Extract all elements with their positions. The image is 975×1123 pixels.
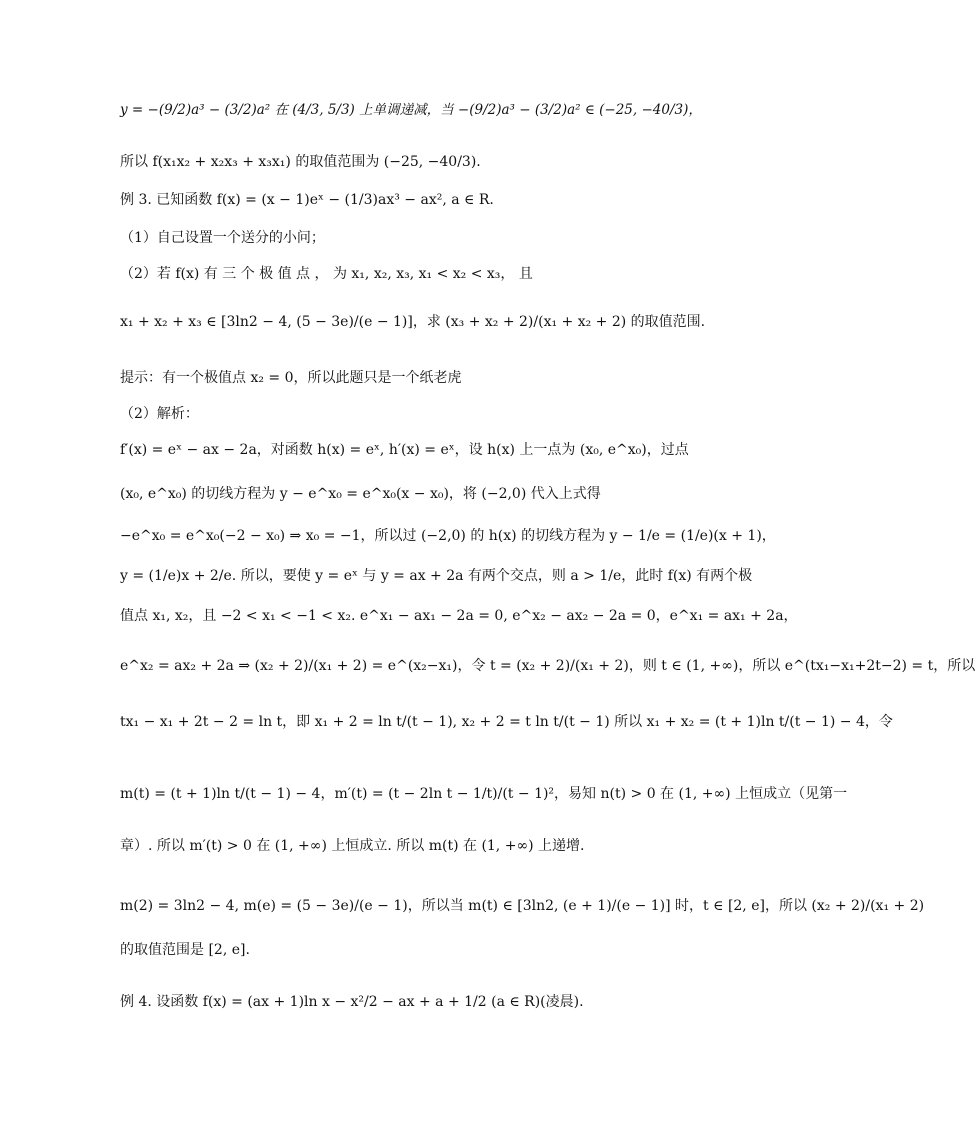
solution-line-7: tx₁ − x₁ + 2t − 2 = ln t，即 x₁ + 2 = ln t/(t − 1), x₂ + 2 = t ln t/(t − 1) 所以 x₁ + x₂ = (t + 1)ln t/(t − 1) − 4，令 bbox=[120, 714, 893, 730]
line-monotonic-condition: y = −(9/2)a³ − (3/2)a² 在 (4/3, 5/3) 上单调递减，当 −(9/2)a³ − (3/2)a² ∈ (−25, −40/3)， bbox=[120, 102, 702, 118]
solution-line-8: m(t) = (t + 1)ln t/(t − 1) − 4，m′(t) = (t − 2ln t − 1/t)/(t − 1)²，易知 n(t) > 0 在 (1, +∞) 上恒成立（见第一 bbox=[120, 786, 848, 802]
example-3-part-1: （1）自己设置一个送分的小问； bbox=[120, 230, 325, 246]
hint-line: 提示：有一个极值点 x₂ = 0，所以此题只是一个纸老虎 bbox=[120, 370, 462, 386]
solution-line-1: f′(x) = eˣ − ax − 2a，对函数 h(x) = eˣ, h′(x) = eˣ，设 h(x) 上一点为 (x₀, e^x₀)，过点 bbox=[120, 442, 689, 458]
solution-line-6: e^x₂ = ax₂ + 2a ⇒ (x₂ + 2)/(x₁ + 2) = e^(x₂−x₁)，令 t = (x₂ + 2)/(x₁ + 2)，则 t ∈ (1, +∞)，所以 e^(tx₁−x₁+2t−2) = t，所以 bbox=[120, 658, 975, 674]
solution-line-10: m(2) = 3ln2 − 4, m(e) = (5 − 3e)/(e − 1)，所以当 m(t) ∈ [3ln2, (e + 1)/(e − 1)] 时，t ∈ [2, e]，所以 (x₂ + 2)/(x₁ + 2) bbox=[120, 898, 925, 914]
example-3-part-2-b: x₁ + x₂ + x₃ ∈ [3ln2 − 4, (5 − 3e)/(e − 1)]，求 (x₃ + x₂ + 2)/(x₁ + x₂ + 2) 的取值范围. bbox=[120, 314, 706, 330]
solution-line-5: 值点 x₁, x₂，且 −2 < x₁ < −1 < x₂. e^x₁ − ax₁ − 2a = 0, e^x₂ − ax₂ − 2a = 0，e^x₁ = ax₁ + 2a， bbox=[120, 608, 798, 624]
solution-heading: （2）解析： bbox=[120, 406, 199, 422]
solution-line-3: −e^x₀ = e^x₀(−2 − x₀) ⇒ x₀ = −1，所以过 (−2,0) 的 h(x) 的切线方程为 y − 1/e = (1/e)(x + 1)， bbox=[120, 528, 776, 544]
line-range-conclusion: 所以 f(x₁x₂ + x₂x₃ + x₃x₁) 的取值范围为 (−25, −40/3). bbox=[120, 154, 481, 170]
example-4-statement: 例 4. 设函数 f(x) = (ax + 1)ln x − x²/2 − ax + a + 1/2 (a ∈ R)(凌晨). bbox=[120, 994, 584, 1010]
solution-line-9: 章）. 所以 m′(t) > 0 在 (1, +∞) 上恒成立. 所以 m(t) 在 (1, +∞) 上递增. bbox=[120, 838, 585, 854]
example-3-statement: 例 3. 已知函数 f(x) = (x − 1)eˣ − (1/3)ax³ − ax², a ∈ R. bbox=[120, 192, 494, 208]
solution-line-2: (x₀, e^x₀) 的切线方程为 y − e^x₀ = e^x₀(x − x₀)，将 (−2,0) 代入上式得 bbox=[120, 486, 601, 502]
solution-line-11: 的取值范围是 [2, e]. bbox=[120, 942, 250, 958]
solution-line-4: y = (1/e)x + 2/e. 所以，要使 y = eˣ 与 y = ax + 2a 有两个交点，则 a > 1/e，此时 f(x) 有两个极 bbox=[120, 568, 753, 584]
example-3-part-2-a: （2）若 f(x) 有 三 个 极 值 点 ， 为 x₁, x₂, x₃, x₁ < x₂ < x₃， 且 bbox=[120, 266, 533, 282]
